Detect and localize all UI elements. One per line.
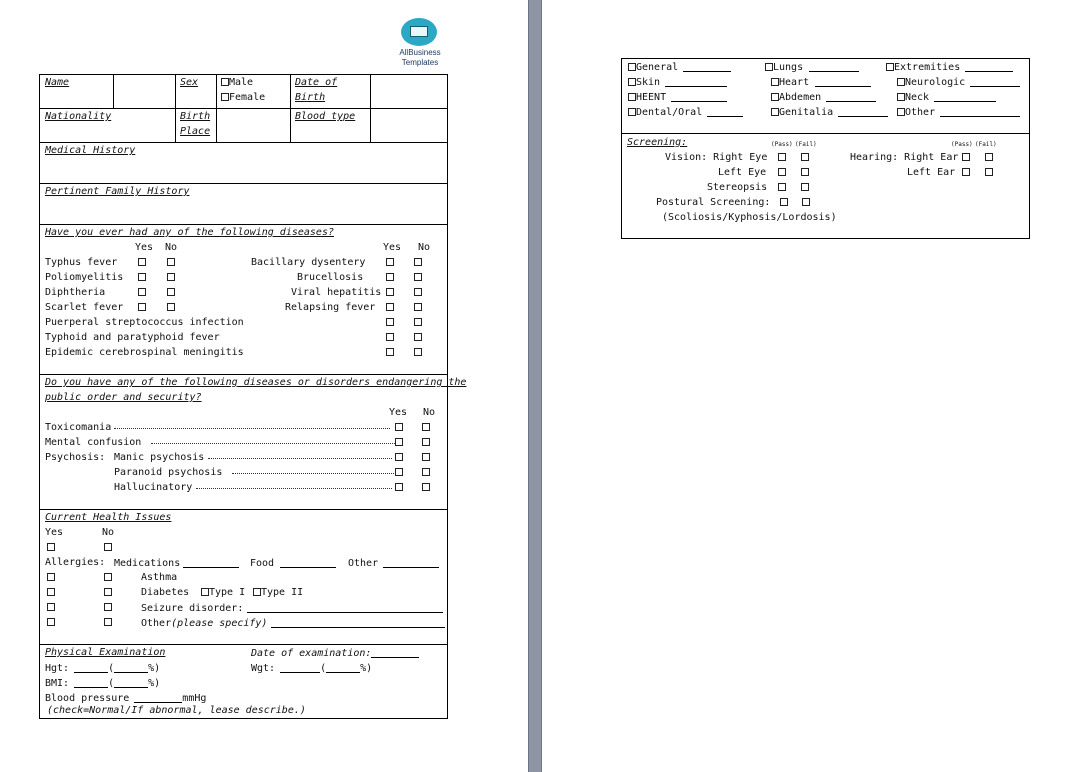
- exam-neurologic[interactable]: [897, 76, 1020, 89]
- pass-checkbox[interactable]: [778, 153, 786, 161]
- heent-blank[interactable]: [671, 91, 727, 102]
- weight-label: Wgt:: [251, 663, 276, 674]
- neurologic-label: Neurologic: [905, 77, 966, 88]
- diseases-heading: Have you ever had any of the following diseases?: [45, 227, 334, 238]
- left-ear-label: Left Ear: [907, 167, 956, 178]
- pass-header: (Pass): [771, 141, 793, 148]
- food-label: Food: [250, 558, 275, 569]
- no-checkbox[interactable]: [422, 438, 430, 446]
- disease-label: Typhus fever: [45, 257, 118, 268]
- stereopsis-label: Stereopsis: [707, 182, 768, 193]
- physical-note: (check=Normal/If abnormal, lease describe.): [47, 705, 306, 716]
- bmi-pct-blank[interactable]: [114, 677, 148, 688]
- no-checkbox[interactable]: [104, 573, 112, 581]
- yes-checkbox[interactable]: [47, 603, 55, 611]
- fail-checkbox[interactable]: [985, 168, 993, 176]
- hearing-right-label: Hearing: Right Ear: [850, 152, 959, 163]
- abdemen-label: Abdemen: [779, 92, 822, 103]
- yes-header: Yes: [45, 527, 64, 538]
- rule: [621, 58, 622, 239]
- exam-date-blank[interactable]: [371, 647, 419, 658]
- male-label: Male: [229, 77, 254, 88]
- disease-label: Brucellosis: [297, 272, 364, 283]
- height-field[interactable]: [45, 662, 160, 675]
- postural-note: (Scoliosis/Kyphosis/Lordosis): [662, 212, 837, 223]
- exam-skin[interactable]: [628, 76, 727, 89]
- lungs-label: Lungs: [773, 62, 804, 73]
- rule: [175, 74, 176, 142]
- rule: [621, 58, 1030, 59]
- toxicomania-label: Toxicomania: [45, 422, 390, 434]
- skin-checkbox[interactable]: [628, 78, 636, 86]
- seizure-label: Seizure disorder:: [141, 603, 244, 614]
- no-checkbox[interactable]: [414, 318, 422, 326]
- leader-dots: [151, 437, 395, 444]
- yes-checkbox[interactable]: [47, 573, 55, 581]
- no-checkbox[interactable]: [422, 468, 430, 476]
- weight-field[interactable]: [251, 662, 372, 675]
- rule: [39, 374, 448, 375]
- type1-checkbox[interactable]: [201, 588, 209, 596]
- yes-checkbox[interactable]: [386, 318, 394, 326]
- disease-label: Viral hepatitis: [291, 287, 382, 298]
- pass-checkbox[interactable]: [780, 198, 788, 206]
- genitalia-label: Genitalia: [779, 107, 834, 118]
- yes-checkbox[interactable]: [395, 438, 403, 446]
- yes-header: Yes: [135, 242, 154, 253]
- neck-label: Neck: [905, 92, 930, 103]
- male-option[interactable]: [221, 77, 253, 89]
- dental-checkbox[interactable]: [628, 108, 636, 116]
- leader-dots: [114, 422, 390, 429]
- logo-line-2: Templates: [401, 58, 439, 67]
- medications-label: Medications: [114, 558, 181, 569]
- pct-open: (: [108, 678, 115, 689]
- yes-checkbox[interactable]: [138, 258, 146, 266]
- skin-label: Skin: [636, 77, 661, 88]
- mental-confusion-label: Mental confusion: [45, 437, 395, 449]
- no-checkbox[interactable]: [167, 303, 175, 311]
- female-option[interactable]: [221, 92, 265, 104]
- lungs-checkbox[interactable]: [765, 63, 773, 71]
- physical-exam-heading: Physical Examination: [45, 647, 166, 658]
- no-header: No: [418, 242, 431, 253]
- no-checkbox[interactable]: [414, 288, 422, 296]
- mmhg-label: mmHg: [182, 693, 207, 704]
- diabetes-label: Diabetes: [141, 587, 190, 598]
- exam-other[interactable]: [897, 106, 1020, 119]
- vision-right-label: Vision: Right Eye: [665, 152, 768, 163]
- leader-dots: [232, 467, 394, 474]
- no-header: No: [423, 407, 436, 418]
- dental-blank[interactable]: [707, 106, 743, 117]
- medications-blank[interactable]: [183, 557, 239, 568]
- disease-label: Diphtheria: [45, 287, 106, 298]
- heart-blank[interactable]: [815, 76, 871, 87]
- yes-checkbox[interactable]: [386, 333, 394, 341]
- other-blank[interactable]: [940, 106, 1020, 117]
- bmi-field[interactable]: [45, 677, 160, 690]
- dental-label: Dental/Oral: [636, 107, 703, 118]
- yes-checkbox[interactable]: [395, 423, 403, 431]
- page-gutter: [528, 0, 542, 772]
- disease-label: Epidemic cerebrospinal meningitis: [45, 347, 244, 358]
- exam-lungs[interactable]: [765, 61, 859, 74]
- no-checkbox[interactable]: [104, 543, 112, 551]
- bmi-label: BMI:: [45, 678, 70, 689]
- family-history-heading: Pertinent Family History: [45, 186, 190, 197]
- neck-blank[interactable]: [934, 91, 996, 102]
- psychosis-label: Psychosis:: [45, 452, 106, 463]
- other-specify-label: Other: [141, 618, 172, 629]
- paranoid-label: Paranoid psychosis: [114, 467, 394, 479]
- food-blank[interactable]: [280, 557, 336, 568]
- rule: [39, 142, 448, 143]
- genitalia-blank[interactable]: [838, 106, 888, 117]
- heent-label: HEENT: [636, 92, 667, 103]
- rule: [39, 224, 448, 225]
- no-checkbox[interactable]: [414, 258, 422, 266]
- sex-label: Sex: [180, 77, 199, 88]
- type1-option[interactable]: [201, 587, 245, 599]
- type1-label: Type I: [209, 587, 246, 598]
- pct-close: %): [148, 678, 161, 689]
- abdemen-checkbox[interactable]: [771, 93, 779, 101]
- public-order-heading-2: public order and security?: [45, 392, 202, 403]
- height-blank[interactable]: [74, 662, 108, 673]
- neurologic-checkbox[interactable]: [897, 78, 905, 86]
- no-checkbox[interactable]: [414, 333, 422, 341]
- blood-pressure-label: Blood pressure: [45, 693, 130, 704]
- weight-pct-blank[interactable]: [326, 662, 360, 673]
- disease-label: Puerperal streptococcus infection: [45, 317, 244, 328]
- yes-checkbox[interactable]: [138, 288, 146, 296]
- exam-dental[interactable]: [628, 106, 743, 119]
- extremities-blank[interactable]: [965, 61, 1013, 72]
- disease-label: Typhoid and paratyphoid fever: [45, 332, 220, 343]
- other-specify-field[interactable]: [141, 617, 445, 630]
- weight-blank[interactable]: [280, 662, 320, 673]
- yes-checkbox[interactable]: [138, 273, 146, 281]
- rule: [370, 74, 371, 142]
- other-blank[interactable]: [383, 557, 439, 568]
- yes-checkbox[interactable]: [47, 618, 55, 626]
- dob-label-2: Birth: [295, 92, 326, 103]
- female-checkbox[interactable]: [221, 93, 229, 101]
- fail-header: (Fail): [975, 141, 997, 148]
- yes-checkbox[interactable]: [386, 303, 394, 311]
- birth-place-label-1: Birth: [180, 111, 211, 122]
- left-eye-label: Left Eye: [718, 167, 767, 178]
- dob-label-1: Date of: [295, 77, 338, 88]
- blood-type-label: Blood type: [295, 111, 356, 122]
- fail-checkbox[interactable]: [801, 183, 809, 191]
- no-checkbox[interactable]: [167, 288, 175, 296]
- lungs-blank[interactable]: [809, 61, 859, 72]
- rule: [113, 74, 114, 108]
- rule: [290, 74, 291, 142]
- no-header: No: [165, 242, 178, 253]
- other-specify-blank[interactable]: [271, 617, 445, 628]
- rule: [39, 509, 448, 510]
- pct-open: (: [320, 663, 327, 674]
- height-label: Hgt:: [45, 663, 70, 674]
- neck-checkbox[interactable]: [897, 93, 905, 101]
- no-checkbox[interactable]: [414, 273, 422, 281]
- allergies-label: Allergies:: [45, 557, 106, 568]
- yes-checkbox[interactable]: [395, 453, 403, 461]
- no-checkbox[interactable]: [422, 453, 430, 461]
- no-checkbox[interactable]: [167, 273, 175, 281]
- other-field[interactable]: [348, 557, 439, 570]
- pass-checkbox[interactable]: [962, 153, 970, 161]
- heart-checkbox[interactable]: [771, 78, 779, 86]
- male-checkbox[interactable]: [221, 78, 229, 86]
- general-label: General: [636, 62, 679, 73]
- fail-checkbox[interactable]: [801, 153, 809, 161]
- medical-history-heading: Medical History: [45, 145, 136, 156]
- rule: [39, 644, 448, 645]
- pass-checkbox[interactable]: [778, 168, 786, 176]
- no-checkbox[interactable]: [104, 618, 112, 626]
- general-blank[interactable]: [683, 61, 731, 72]
- rule: [447, 74, 448, 719]
- screening-heading: Screening:: [627, 137, 688, 148]
- leader-dots: [196, 482, 392, 489]
- fail-checkbox[interactable]: [985, 153, 993, 161]
- exam-heent[interactable]: [628, 91, 727, 104]
- rule: [621, 238, 1030, 239]
- general-checkbox[interactable]: [628, 63, 636, 71]
- logo-line-1: AllBusiness: [399, 48, 441, 57]
- type2-checkbox[interactable]: [253, 588, 261, 596]
- type2-label: Type II: [261, 587, 304, 598]
- heart-label: Heart: [779, 77, 810, 88]
- manic-label: Manic psychosis: [114, 452, 392, 464]
- exam-neck[interactable]: [897, 91, 996, 104]
- heent-checkbox[interactable]: [628, 93, 636, 101]
- fail-header: (Fail): [795, 141, 817, 148]
- exam-abdemen[interactable]: [771, 91, 876, 104]
- extremities-checkbox[interactable]: [886, 63, 894, 71]
- disease-label: Bacillary dysentery: [251, 257, 366, 268]
- rule: [39, 108, 448, 109]
- skin-blank[interactable]: [665, 76, 727, 87]
- type2-option[interactable]: [253, 587, 303, 599]
- yes-checkbox[interactable]: [386, 348, 394, 356]
- abdemen-blank[interactable]: [826, 91, 876, 102]
- other-label: Other: [905, 107, 936, 118]
- exam-heart[interactable]: [771, 76, 871, 89]
- exam-general[interactable]: [628, 61, 731, 74]
- no-checkbox[interactable]: [104, 588, 112, 596]
- yes-checkbox[interactable]: [138, 303, 146, 311]
- fail-checkbox[interactable]: [802, 198, 810, 206]
- please-specify-label: (please specify): [171, 618, 268, 629]
- genitalia-checkbox[interactable]: [771, 108, 779, 116]
- disease-label: Relapsing fever: [285, 302, 376, 313]
- medications-field[interactable]: [114, 557, 239, 570]
- blood-pressure-blank[interactable]: [134, 692, 182, 703]
- fail-checkbox[interactable]: [801, 168, 809, 176]
- yes-header: Yes: [389, 407, 408, 418]
- rule: [39, 183, 448, 184]
- postural-label: Postural Screening:: [656, 197, 771, 208]
- no-checkbox[interactable]: [104, 603, 112, 611]
- pct-close: %): [360, 663, 373, 674]
- exam-extremities[interactable]: [886, 61, 1013, 74]
- seizure-blank[interactable]: [247, 602, 443, 613]
- yes-checkbox[interactable]: [395, 468, 403, 476]
- yes-header: Yes: [383, 242, 402, 253]
- extremities-label: Extremities: [894, 62, 961, 73]
- nationality-label: Nationality: [45, 111, 112, 122]
- pct-close: %): [148, 663, 161, 674]
- exam-genitalia[interactable]: [771, 106, 888, 119]
- disease-label: Poliomyelitis: [45, 272, 124, 283]
- no-checkbox[interactable]: [422, 423, 430, 431]
- rule: [621, 133, 1030, 134]
- exam-date-label: Date of examination:: [251, 648, 372, 659]
- name-label: Name: [45, 77, 70, 88]
- pass-checkbox[interactable]: [962, 168, 970, 176]
- bmi-blank[interactable]: [74, 677, 108, 688]
- rule: [1029, 58, 1030, 239]
- other-label: Other: [348, 558, 379, 569]
- food-field[interactable]: [250, 557, 336, 570]
- height-pct-blank[interactable]: [114, 662, 148, 673]
- hallucinatory-label: Hallucinatory: [114, 482, 392, 494]
- leader-dots: [208, 452, 392, 459]
- rule: [39, 74, 40, 719]
- pass-header: (Pass): [951, 141, 973, 148]
- logo-text: [388, 48, 452, 68]
- yes-checkbox[interactable]: [386, 273, 394, 281]
- no-checkbox[interactable]: [414, 303, 422, 311]
- no-checkbox[interactable]: [167, 258, 175, 266]
- yes-checkbox[interactable]: [47, 588, 55, 596]
- public-order-heading-1: Do you have any of the following diseases or disorders endangering the: [45, 377, 467, 388]
- female-label: Female: [229, 92, 266, 103]
- asthma-label: Asthma: [141, 572, 178, 583]
- birth-place-label-2: Place: [180, 126, 211, 137]
- yes-checkbox[interactable]: [395, 483, 403, 491]
- exam-date-field[interactable]: [251, 647, 419, 660]
- yes-checkbox[interactable]: [47, 543, 55, 551]
- current-health-heading: Current Health Issues: [45, 512, 172, 523]
- rule: [39, 718, 448, 719]
- disease-label: Scarlet fever: [45, 302, 124, 313]
- yes-checkbox[interactable]: [386, 288, 394, 296]
- laptop-icon: [410, 26, 428, 37]
- pct-open: (: [108, 663, 115, 674]
- blood-pressure-field[interactable]: [45, 692, 206, 705]
- no-header: No: [102, 527, 115, 538]
- seizure-field[interactable]: [141, 602, 443, 615]
- rule: [216, 74, 217, 142]
- yes-checkbox[interactable]: [386, 258, 394, 266]
- pass-checkbox[interactable]: [778, 183, 786, 191]
- rule: [39, 74, 448, 75]
- other-checkbox[interactable]: [897, 108, 905, 116]
- no-checkbox[interactable]: [414, 348, 422, 356]
- neurologic-blank[interactable]: [970, 76, 1020, 87]
- no-checkbox[interactable]: [422, 483, 430, 491]
